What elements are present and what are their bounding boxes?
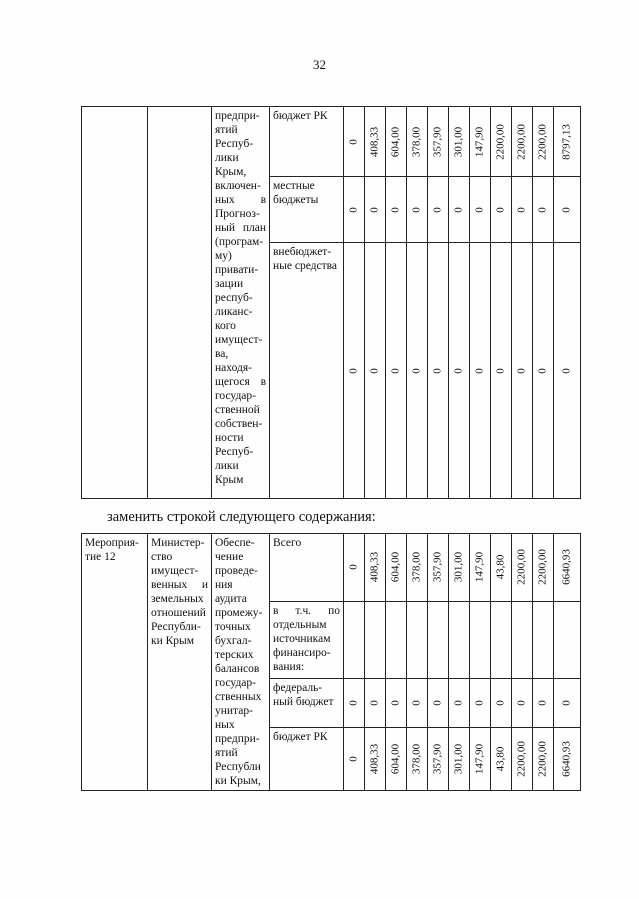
value-text: 0 bbox=[389, 206, 402, 213]
value-text: 0 bbox=[452, 699, 465, 706]
funding-source: внебюджет-ные средства bbox=[270, 243, 344, 499]
value-text: 0 bbox=[431, 367, 444, 374]
value-cell bbox=[533, 678, 554, 727]
value-text: 43,80 bbox=[494, 554, 507, 580]
value-text: 0 bbox=[473, 206, 486, 213]
value-text: 357,90 bbox=[431, 743, 444, 775]
value-cell bbox=[554, 107, 581, 177]
value-text: 2200,00 bbox=[536, 741, 549, 777]
value-text: 6640,93 bbox=[560, 549, 573, 586]
value-cell bbox=[533, 534, 554, 602]
value-cell bbox=[470, 727, 491, 791]
table-row bbox=[82, 107, 581, 177]
value-cell bbox=[470, 177, 491, 243]
measure-cell: Мероприя-тие 12 bbox=[82, 534, 148, 791]
value-text: 378,00 bbox=[410, 552, 423, 583]
value-text: 604,00 bbox=[389, 126, 402, 157]
value-cell bbox=[428, 534, 449, 602]
value-text: 43,80 bbox=[494, 746, 507, 772]
value-text: 0 bbox=[515, 367, 528, 374]
value-text: 0 bbox=[368, 699, 381, 706]
value-cell bbox=[449, 177, 470, 243]
value-text: 0 bbox=[368, 206, 381, 213]
value-cell bbox=[554, 534, 581, 602]
value-text: 0 bbox=[389, 699, 402, 706]
value-text: 0 bbox=[452, 206, 465, 213]
value-cell bbox=[386, 177, 407, 243]
replacement-instruction: заменить строкой следующего содержания: bbox=[107, 509, 376, 525]
value-text: 0 bbox=[347, 699, 360, 706]
value-cell bbox=[512, 177, 533, 243]
value-text: 604,00 bbox=[389, 552, 402, 583]
value-text: 0 bbox=[410, 699, 423, 706]
value-cell bbox=[365, 727, 386, 791]
value-cell bbox=[428, 727, 449, 791]
value-text: 8797,13 bbox=[560, 123, 573, 160]
value-cell bbox=[428, 177, 449, 243]
value-text: 604,00 bbox=[389, 743, 402, 775]
table-row bbox=[82, 534, 581, 602]
value-text: 301,00 bbox=[452, 126, 465, 157]
value-cell bbox=[407, 601, 428, 678]
value-cell bbox=[428, 243, 449, 499]
measure-cell bbox=[82, 107, 148, 499]
value-cell bbox=[386, 727, 407, 791]
value-text: 0 bbox=[494, 206, 507, 213]
value-cell bbox=[449, 601, 470, 678]
value-cell bbox=[407, 243, 428, 499]
value-text: 408,33 bbox=[368, 126, 381, 157]
value-cell bbox=[449, 107, 470, 177]
value-text: 301,00 bbox=[452, 552, 465, 583]
value-cell bbox=[491, 107, 512, 177]
value-cell bbox=[407, 534, 428, 602]
page-number: 32 bbox=[313, 57, 326, 72]
value-cell bbox=[407, 678, 428, 727]
value-cell bbox=[344, 107, 365, 177]
value-cell bbox=[554, 601, 581, 678]
value-cell bbox=[386, 601, 407, 678]
value-cell bbox=[386, 534, 407, 602]
value-cell bbox=[365, 243, 386, 499]
value-cell bbox=[554, 727, 581, 791]
value-cell bbox=[365, 177, 386, 243]
value-text: 0 bbox=[347, 756, 360, 762]
value-text: 2200,00 bbox=[536, 549, 549, 586]
value-cell bbox=[470, 601, 491, 678]
value-text: 408,33 bbox=[368, 552, 381, 583]
value-cell bbox=[344, 678, 365, 727]
value-cell bbox=[470, 107, 491, 177]
value-text: 357,90 bbox=[431, 552, 444, 583]
value-text: 0 bbox=[347, 138, 360, 145]
funding-source: федераль-ный бюджет bbox=[270, 678, 344, 727]
value-text: 0 bbox=[347, 564, 360, 571]
funding-source: местные бюджеты bbox=[270, 177, 344, 243]
value-cell bbox=[554, 177, 581, 243]
value-text: 301,00 bbox=[452, 743, 465, 775]
value-text: 0 bbox=[515, 699, 528, 706]
funding-source: Всего bbox=[270, 534, 344, 602]
value-cell bbox=[512, 534, 533, 602]
value-cell bbox=[449, 534, 470, 602]
funding-source: в т.ч. по отдельным источникам финансиро-вания: bbox=[270, 601, 344, 678]
value-text: 0 bbox=[536, 206, 549, 213]
value-text: 0 bbox=[410, 367, 423, 374]
value-text: 0 bbox=[473, 367, 486, 374]
value-text: 147,90 bbox=[473, 552, 486, 583]
value-cell bbox=[386, 678, 407, 727]
funding-table-old bbox=[81, 106, 581, 499]
value-cell bbox=[344, 727, 365, 791]
value-cell bbox=[386, 107, 407, 177]
executor-cell: Министер-ство имущест-венных и земельных отношений Республи-ки Крым bbox=[148, 534, 212, 791]
value-cell bbox=[554, 243, 581, 499]
value-cell bbox=[533, 177, 554, 243]
value-cell bbox=[533, 727, 554, 791]
value-cell bbox=[344, 534, 365, 602]
value-text: 147,90 bbox=[473, 743, 486, 775]
value-cell bbox=[365, 601, 386, 678]
value-text: 6640,93 bbox=[560, 741, 573, 777]
value-text: 0 bbox=[347, 367, 360, 374]
value-text: 0 bbox=[389, 367, 402, 374]
value-cell bbox=[386, 243, 407, 499]
description-cell: предпри-ятий Респуб-лики Крым, включен-ных в Прогноз-ный план (програм-му) привати-зации респуб-ликанс-кого имущест-ва, находя-щегося в государ-ственной собствен-ности Респуб-лики Крым bbox=[212, 107, 270, 499]
value-text: 2200,00 bbox=[515, 123, 528, 160]
value-text: 0 bbox=[560, 367, 573, 374]
funding-source: бюджет РК bbox=[270, 727, 344, 791]
value-cell bbox=[491, 243, 512, 499]
value-cell bbox=[491, 601, 512, 678]
value-text: 378,00 bbox=[410, 743, 423, 775]
value-text: 2200,00 bbox=[494, 123, 507, 160]
value-cell bbox=[470, 678, 491, 727]
value-cell bbox=[533, 243, 554, 499]
value-cell bbox=[428, 601, 449, 678]
value-cell bbox=[491, 727, 512, 791]
value-text: 2200,00 bbox=[536, 123, 549, 160]
value-cell bbox=[512, 107, 533, 177]
value-cell bbox=[407, 107, 428, 177]
funding-source: бюджет РК bbox=[270, 107, 344, 177]
value-cell bbox=[365, 107, 386, 177]
value-text: 0 bbox=[494, 699, 507, 706]
value-cell bbox=[512, 243, 533, 499]
value-cell bbox=[533, 601, 554, 678]
value-text: 0 bbox=[431, 699, 444, 706]
value-cell bbox=[512, 727, 533, 791]
value-cell bbox=[407, 727, 428, 791]
value-cell bbox=[449, 243, 470, 499]
value-text: 2200,00 bbox=[515, 549, 528, 586]
value-cell bbox=[491, 678, 512, 727]
value-cell bbox=[407, 177, 428, 243]
value-text: 0 bbox=[431, 206, 444, 213]
value-text: 0 bbox=[368, 367, 381, 374]
value-cell bbox=[512, 678, 533, 727]
value-text: 357,90 bbox=[431, 126, 444, 157]
value-cell bbox=[428, 678, 449, 727]
value-text: 378,00 bbox=[410, 126, 423, 157]
value-cell bbox=[512, 601, 533, 678]
value-text: 0 bbox=[347, 206, 360, 213]
description-cell: Обеспе-чение проведе-ния аудита промежу-точных бухгал-терских балансов государ-ственных унитар-ных предпри-ятий Республи ки Крым, bbox=[212, 534, 270, 791]
value-cell bbox=[365, 678, 386, 727]
value-text: 0 bbox=[560, 206, 573, 213]
value-cell bbox=[491, 534, 512, 602]
value-cell bbox=[344, 601, 365, 678]
value-cell bbox=[344, 177, 365, 243]
value-cell bbox=[449, 678, 470, 727]
value-text: 2200,00 bbox=[515, 741, 528, 777]
value-cell bbox=[428, 107, 449, 177]
value-cell bbox=[344, 243, 365, 499]
value-cell bbox=[449, 727, 470, 791]
value-text: 0 bbox=[536, 699, 549, 706]
executor-cell bbox=[148, 107, 212, 499]
value-text: 0 bbox=[515, 206, 528, 213]
value-cell bbox=[554, 678, 581, 727]
value-text: 0 bbox=[410, 206, 423, 213]
value-text: 0 bbox=[494, 367, 507, 374]
value-text: 408,33 bbox=[368, 743, 381, 775]
value-cell bbox=[491, 177, 512, 243]
value-cell bbox=[533, 107, 554, 177]
value-text: 0 bbox=[560, 699, 573, 706]
value-cell bbox=[470, 243, 491, 499]
value-cell bbox=[470, 534, 491, 602]
value-text: 147,90 bbox=[473, 126, 486, 157]
value-text: 0 bbox=[452, 367, 465, 374]
value-text: 0 bbox=[473, 699, 486, 706]
value-cell bbox=[365, 534, 386, 602]
funding-table-new bbox=[81, 533, 581, 791]
value-text: 0 bbox=[536, 367, 549, 374]
